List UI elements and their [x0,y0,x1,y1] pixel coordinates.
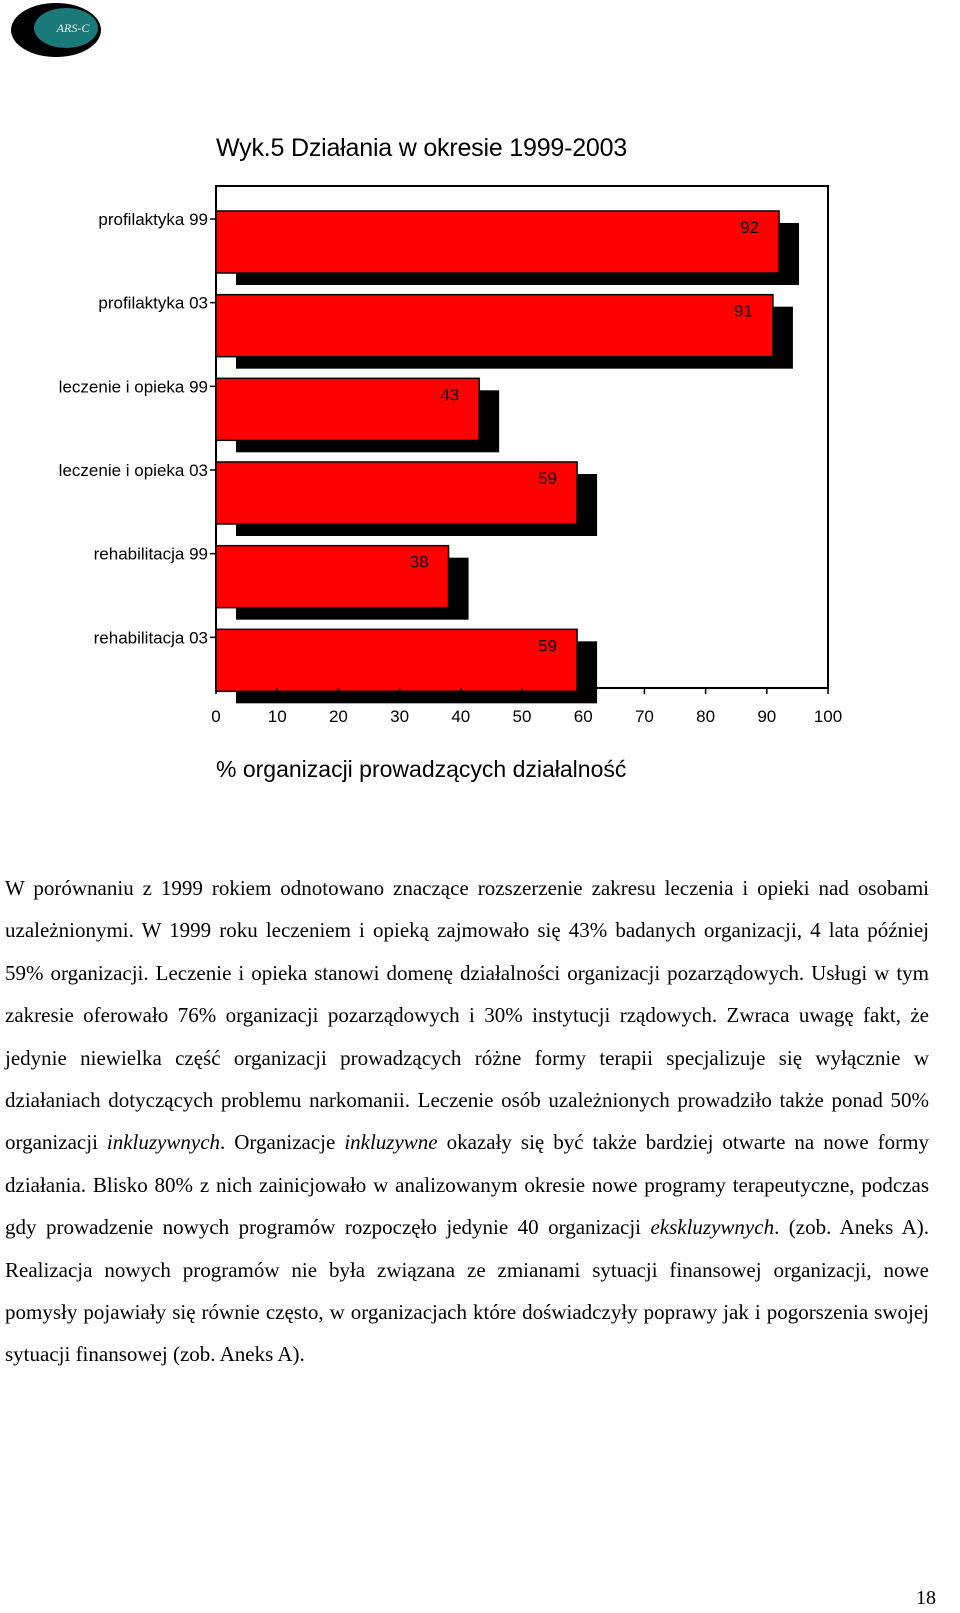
data-label: 59 [538,469,558,488]
x-tick-label: 70 [634,707,654,726]
chart-title: Wyk.5 Działania w okresie 1999-2003 [216,134,628,162]
bar [216,629,577,691]
paragraph-text-2: . Organizacje [220,1130,345,1155]
category-label: profilaktyka 99 [98,210,208,229]
data-label: 38 [409,552,429,572]
x-tick-label: 40 [451,707,471,726]
x-tick-label: 10 [267,707,287,726]
bar [216,295,773,357]
term-inkluzywnych: inkluzywnych [106,1130,221,1155]
data-label: 92 [740,218,760,237]
paragraph-text-3: okazały się być także bardziej otwarte na nowe formy działania. Blisko 80% z nich zainicjowało w analizowanym okresie nowe programy terapeutyczne, podczas gdy prowadzenie nowych programów rozpoczęło jedynie 40 organizacji [5,1130,929,1240]
category-label: rehabilitacja 99 [93,544,208,564]
logo-text: ARS-C [56,21,90,35]
bar-chart [0,180,960,800]
data-label: 91 [733,301,753,321]
data-label: 59 [538,636,558,656]
category-label: rehabilitacja 03 [93,628,208,648]
x-tick-label: 90 [757,707,777,726]
category-label: profilaktyka 03 [98,293,208,313]
ars-c-logo [10,2,102,58]
x-tick-label: 60 [573,707,593,726]
paragraph-text-4: . (zob. Aneks A). Realizacja nowych programów nie była związana ze zmianami sytuacji finansowej organizacji, nowe pomysły pojawiały się równie często, w organizacjach które doświadczyły poprawy jak i pogorszenia swojej sytuacji finansowej (zob. Aneks A). [5,1215,929,1367]
data-label: 43 [440,385,460,405]
category-label: leczenie i opieka 03 [58,461,208,480]
x-axis-label: % organizacji prowadzących działalność [216,756,627,782]
page-number: 18 [916,1587,936,1609]
x-tick-label: 50 [512,707,532,726]
paragraph-text-1: W porównaniu z 1999 rokiem odnotowano znaczące rozszerzenie zakresu leczenia i opieki nad osobami uzależnionymi. W 1999 roku leczeniem i opieką zajmowało się 43% badanych organizacji, 4 lata później 59% organizacji. Leczenie i opieka stanowi domenę działalności organizacji pozarządowych. Usługi w tym zakresie oferowało 76% organizacji pozarządowych i 30% instytucji rządowych. Zwraca uwagę fakt, że jedynie niewielka część organizacji prowadzących różne formy terapii specjalizuje się wyłącznie w działaniach dotyczących problemu narkomanii. Leczenie osób uzależnionych prowadziło także ponad 50% organizacji [5,876,929,1155]
x-tick-label: 20 [328,707,348,726]
x-tick-label: 0 [211,707,221,726]
x-tick-label: 80 [696,707,716,726]
body-paragraph [5,867,929,1376]
bar [216,211,779,273]
term-inkluzywne: inkluzywne [344,1130,438,1155]
x-tick-label: 30 [390,707,410,726]
term-ekskluzywnych: ekskluzywnych [650,1215,775,1240]
bar [216,462,577,524]
x-tick-label: 100 [813,707,843,726]
category-label: leczenie i opieka 99 [58,377,208,397]
